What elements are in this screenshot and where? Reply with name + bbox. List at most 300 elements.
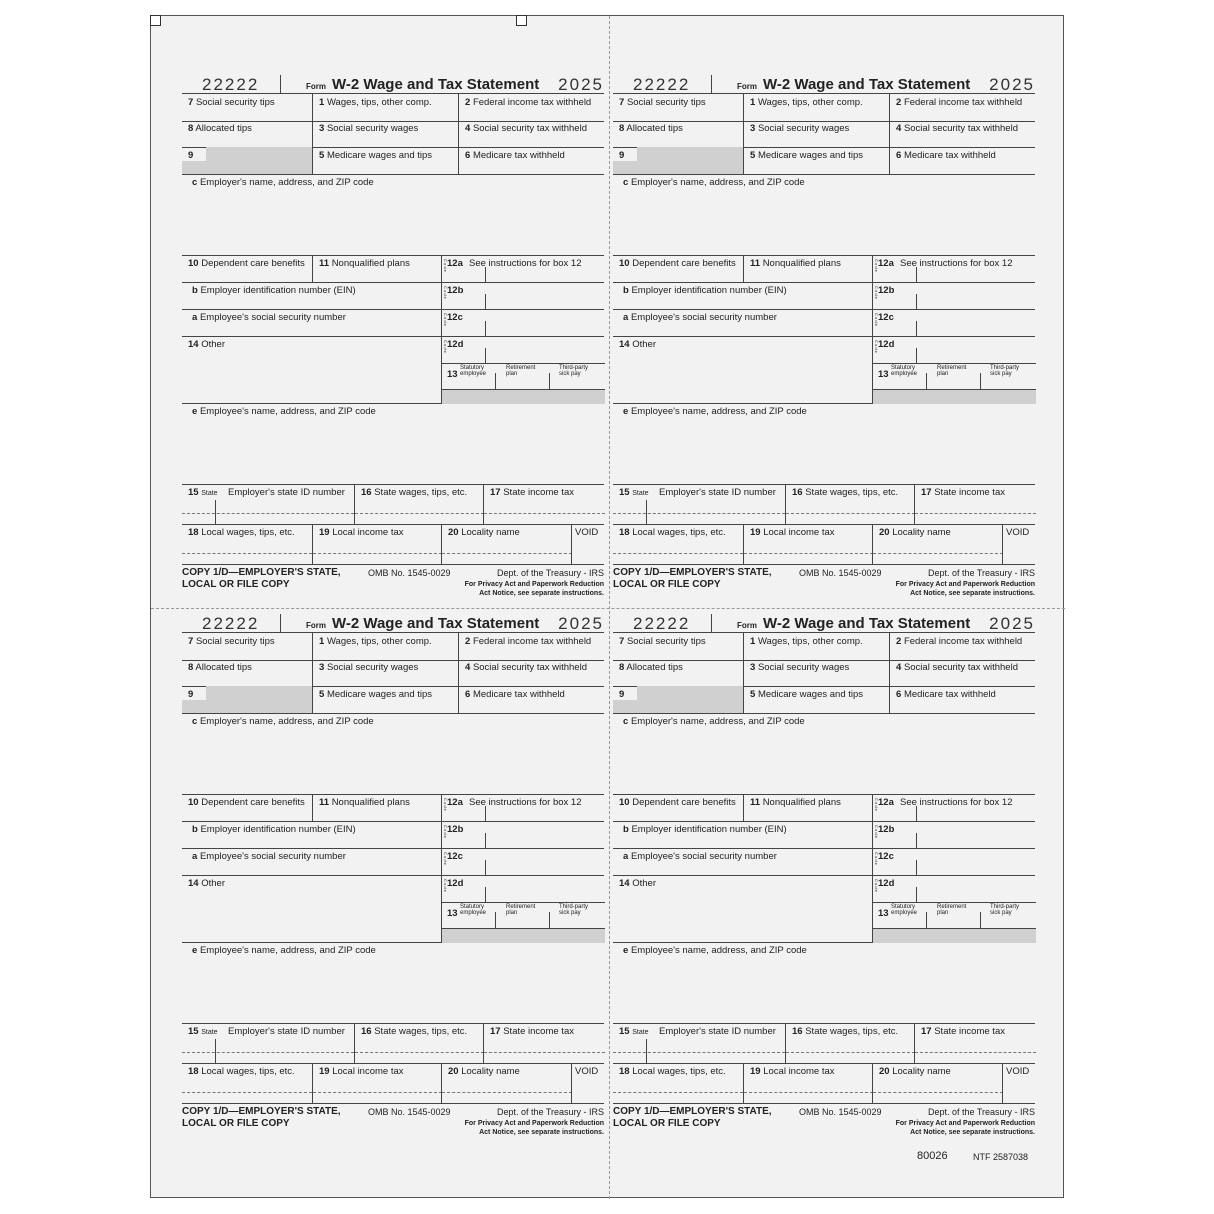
row-14-12d-13: [613, 875, 1035, 943]
box-15[interactable]: 15 State Employer's state ID number: [613, 484, 785, 524]
third-party-sick-pay-label: Third-party sick pay: [990, 904, 1020, 916]
box-12a[interactable]: 12a C o d e See instructions for box 12: [441, 794, 604, 821]
box-19[interactable]: 19 Local income tax: [312, 524, 441, 564]
code-label: C o d e: [443, 259, 448, 272]
code-divider: [485, 887, 486, 902]
box-5[interactable]: 5 Medicare wages and tips: [312, 147, 458, 174]
dash-line: [313, 553, 442, 554]
dash-line: [484, 1052, 605, 1053]
box-20[interactable]: 20 Locality name: [441, 524, 571, 564]
statutory-employee-label: Statutory employee: [891, 365, 918, 377]
box-13-divider: [549, 373, 550, 389]
box-15[interactable]: 15 State Employer's state ID number: [182, 484, 354, 524]
box-b[interactable]: b Employer identification number (EIN): [623, 285, 787, 296]
code-label: C o d e: [874, 798, 879, 811]
box-11[interactable]: 11 Nonqualified plans: [743, 794, 872, 821]
box-b[interactable]: b Employer identification number (EIN): [623, 824, 787, 835]
w2-form-2: [613, 75, 1035, 615]
box-14[interactable]: 14 Other: [188, 878, 225, 889]
form-title: W-2 Wage and Tax Statement: [332, 615, 540, 632]
box-13-divider: [980, 912, 981, 928]
dash-line: [613, 513, 785, 514]
dash-line: [313, 1092, 442, 1093]
dash-line: [873, 1092, 1003, 1093]
dash-line: [442, 553, 572, 554]
box-3[interactable]: 3 Social security wages: [312, 120, 458, 147]
box-c[interactable]: c Employer's name, address, and ZIP code: [613, 713, 1035, 795]
form-word: Form: [737, 82, 757, 91]
dash-line: [182, 513, 354, 514]
code-divider: [485, 267, 486, 282]
row-a-12c: [182, 848, 604, 876]
box-12c[interactable]: 12c C o d e: [872, 848, 1035, 875]
void-label: VOID: [575, 1066, 599, 1077]
row-15-16-17: [182, 1023, 604, 1064]
box-b[interactable]: b Employer identification number (EIN): [192, 285, 356, 296]
dash-line: [744, 1092, 873, 1093]
code-divider: [485, 294, 486, 309]
box-16[interactable]: 16 State wages, tips, etc.: [354, 1023, 483, 1063]
code-divider: [916, 294, 917, 309]
box-17[interactable]: 17 State income tax: [914, 1023, 1035, 1063]
box-18[interactable]: 18 Local wages, tips, etc.: [613, 524, 743, 564]
row-9-5-6: [182, 147, 604, 175]
row-8-3-4: [182, 659, 604, 687]
w2-form-1: [182, 75, 604, 615]
void-label: VOID: [1006, 527, 1030, 538]
box-12a-instructions: See instructions for box 12: [900, 797, 1013, 808]
dash-line: [915, 1052, 1036, 1053]
box-6[interactable]: 6 Medicare tax withheld: [889, 147, 1035, 174]
registration-mark-left: [150, 15, 161, 26]
form-code: 22222: [202, 614, 260, 633]
form-footer: [182, 567, 604, 607]
row-7-1-2: [613, 93, 1035, 122]
box-7[interactable]: 7 Social security tips: [619, 97, 706, 108]
statutory-checkbox[interactable]: [442, 912, 443, 928]
code-label: C o d e: [443, 879, 448, 892]
box-13-divider: [495, 373, 496, 389]
header-divider: [711, 614, 712, 632]
box-2[interactable]: 2 Federal income tax withheld: [889, 94, 1035, 121]
box-14[interactable]: 14 Other: [619, 339, 656, 350]
box-6[interactable]: 6 Medicare tax withheld: [458, 147, 604, 174]
row-10-11-12a: [613, 255, 1035, 283]
w2-form-4: [613, 614, 1035, 1154]
dash-line: [355, 513, 484, 514]
box-18[interactable]: 18 Local wages, tips, etc.: [182, 524, 312, 564]
row-8-3-4: [613, 659, 1035, 687]
box-5[interactable]: 5 Medicare wages and tips: [312, 686, 458, 713]
privacy-notice: For Privacy Act and Paperwork Reduction Act Notice, see separate instructions.: [464, 1120, 604, 1136]
dash-line: [613, 553, 743, 554]
box-12b[interactable]: 12b C o d e: [441, 821, 604, 848]
statutory-employee-label: Statutory employee: [460, 904, 487, 916]
row-18-19-20: [182, 524, 604, 565]
row-15-16-17: [613, 1023, 1035, 1064]
row-18-19-20: [613, 1063, 1035, 1104]
row-b-12b: [613, 282, 1035, 310]
code-divider: [916, 887, 917, 902]
box-12a[interactable]: 12a C o d e See instructions for box 12: [441, 255, 604, 282]
row-7-1-2: [182, 93, 604, 122]
box-10[interactable]: 10 Dependent care benefits: [188, 797, 305, 808]
dash-line: [744, 553, 873, 554]
row-8-3-4: [182, 120, 604, 148]
box-e[interactable]: e Employee's name, address, and ZIP code: [182, 942, 604, 1024]
row-14-12d-13: [613, 336, 1035, 404]
box-15[interactable]: 15 State Employer's state ID number: [613, 1023, 785, 1063]
dash-line: [613, 1092, 743, 1093]
row-9-5-6: [613, 686, 1035, 714]
box-9-shaded: [613, 161, 743, 174]
box-12d[interactable]: 12d C o d e: [442, 336, 605, 364]
box-7[interactable]: 7 Social security tips: [188, 636, 275, 647]
void-label: VOID: [575, 527, 599, 538]
box-12d-13: [872, 875, 1035, 942]
box-5[interactable]: 5 Medicare wages and tips: [743, 147, 889, 174]
row-10-11-12a: [613, 794, 1035, 822]
box-18[interactable]: 18 Local wages, tips, etc.: [613, 1063, 743, 1103]
void-box[interactable]: [571, 524, 604, 564]
box-9-shaded: [613, 700, 743, 713]
code-label: C o d e: [443, 852, 448, 865]
dept-treasury: Dept. of the Treasury - IRS: [927, 1107, 1035, 1117]
dash-line: [182, 1052, 354, 1053]
box-13: 13 Statutory employee Retirement plan Third-party sick pay: [873, 363, 1036, 389]
retirement-plan-label: Retirement plan: [506, 904, 536, 916]
box-a[interactable]: a Employee's social security number: [192, 851, 346, 862]
row-10-11-12a: [182, 794, 604, 822]
box-6[interactable]: 6 Medicare tax withheld: [458, 686, 604, 713]
box-14[interactable]: 14 Other: [188, 339, 225, 350]
box-17[interactable]: 17 State income tax: [483, 1023, 604, 1063]
box-12c[interactable]: 12c C o d e: [872, 309, 1035, 336]
box-9-shaded-top: [206, 686, 312, 700]
omb-number: OMB No. 1545-0029: [799, 568, 882, 578]
box-3[interactable]: 3 Social security wages: [312, 659, 458, 686]
code-label: C o d e: [874, 852, 879, 865]
form-year: 2025: [558, 75, 604, 94]
header-divider: [711, 75, 712, 93]
box-19[interactable]: 19 Local income tax: [312, 1063, 441, 1103]
privacy-notice: For Privacy Act and Paperwork Reduction Act Notice, see separate instructions.: [464, 581, 604, 597]
box-2[interactable]: 2 Federal income tax withheld: [889, 633, 1035, 660]
row-a-12c: [613, 309, 1035, 337]
box-4[interactable]: 4 Social security tax withheld: [889, 659, 1035, 686]
row-14-12d-13: [182, 336, 604, 404]
form-year: 2025: [558, 614, 604, 633]
box-9: 9: [613, 686, 743, 713]
box-12c[interactable]: 12c C o d e: [441, 309, 604, 336]
box-16[interactable]: 16 State wages, tips, etc.: [785, 484, 914, 524]
box-12d-13: [872, 336, 1035, 403]
form-word: Form: [737, 621, 757, 630]
form-code: 22222: [633, 614, 691, 633]
box-13-shaded: [873, 389, 1036, 404]
dept-treasury: Dept. of the Treasury - IRS: [927, 568, 1035, 578]
omb-number: OMB No. 1545-0029: [368, 1107, 451, 1117]
box-5[interactable]: 5 Medicare wages and tips: [743, 686, 889, 713]
omb-number: OMB No. 1545-0029: [799, 1107, 882, 1117]
ntf-number: NTF 2587038: [973, 1152, 1029, 1162]
box-11[interactable]: 11 Nonqualified plans: [312, 794, 441, 821]
box-4[interactable]: 4 Social security tax withheld: [458, 120, 604, 147]
dash-line: [873, 553, 1003, 554]
box-13-divider: [980, 373, 981, 389]
dash-line: [786, 1052, 915, 1053]
void-box[interactable]: [1002, 524, 1035, 564]
code-divider: [485, 806, 486, 821]
dash-line: [613, 1052, 785, 1053]
copy-designation: COPY 1/D—EMPLOYER'S STATE, LOCAL OR FILE COPY: [613, 1106, 772, 1129]
registration-mark-right: [516, 15, 527, 26]
box-12a-instructions: See instructions for box 12: [469, 258, 582, 269]
code-divider: [485, 833, 486, 848]
copy-designation: COPY 1/D—EMPLOYER'S STATE, LOCAL OR FILE COPY: [182, 1106, 341, 1129]
row-a-12c: [613, 848, 1035, 876]
statutory-checkbox[interactable]: [442, 373, 443, 389]
statutory-checkbox[interactable]: [873, 373, 874, 389]
box-12a[interactable]: 12a C o d e See instructions for box 12: [872, 255, 1035, 282]
code-divider: [916, 321, 917, 336]
state-divider: [215, 1039, 216, 1063]
box-13: 13 Statutory employee Retirement plan Third-party sick pay: [873, 902, 1036, 928]
box-2[interactable]: 2 Federal income tax withheld: [458, 633, 604, 660]
box-15-label: Employer's state ID number: [659, 1026, 776, 1037]
box-19[interactable]: 19 Local income tax: [743, 524, 872, 564]
box-12d[interactable]: 12d C o d e: [442, 875, 605, 903]
code-divider: [916, 348, 917, 363]
code-divider: [916, 267, 917, 282]
box-17[interactable]: 17 State income tax: [914, 484, 1035, 524]
box-8[interactable]: 8 Allocated tips: [619, 123, 683, 134]
privacy-notice: For Privacy Act and Paperwork Reduction Act Notice, see separate instructions.: [895, 581, 1035, 597]
dash-line: [442, 1092, 572, 1093]
box-12a-instructions: See instructions for box 12: [900, 258, 1013, 269]
box-4[interactable]: 4 Social security tax withheld: [458, 659, 604, 686]
box-9-shaded: [182, 700, 312, 713]
form-code: 22222: [202, 75, 260, 94]
code-label: C o d e: [443, 313, 448, 326]
row-18-19-20: [613, 524, 1035, 565]
box-12d[interactable]: 12d C o d e: [873, 875, 1036, 903]
dash-line: [355, 1052, 484, 1053]
row-b-12b: [182, 282, 604, 310]
code-divider: [916, 806, 917, 821]
box-13-divider: [549, 912, 550, 928]
form-year: 2025: [989, 614, 1035, 633]
row-a-12c: [182, 309, 604, 337]
box-7[interactable]: 7 Social security tips: [188, 97, 275, 108]
form-footer: [613, 1106, 1035, 1146]
state-divider: [215, 500, 216, 524]
box-13: 13 Statutory employee Retirement plan Third-party sick pay: [442, 363, 605, 389]
form-title: W-2 Wage and Tax Statement: [763, 76, 971, 93]
code-label: C o d e: [443, 798, 448, 811]
box-15-label: Employer's state ID number: [228, 1026, 345, 1037]
code-label: C o d e: [874, 313, 879, 326]
code-divider: [916, 833, 917, 848]
box-4[interactable]: 4 Social security tax withheld: [889, 120, 1035, 147]
code-label: C o d e: [443, 825, 448, 838]
box-9: 9: [182, 147, 312, 174]
box-15-label: Employer's state ID number: [659, 487, 776, 498]
box-13-divider: [926, 912, 927, 928]
code-divider: [485, 860, 486, 875]
box-10[interactable]: 10 Dependent care benefits: [619, 797, 736, 808]
box-20[interactable]: 20 Locality name: [872, 1063, 1002, 1103]
box-16[interactable]: 16 State wages, tips, etc.: [785, 1023, 914, 1063]
dash-line: [484, 513, 605, 514]
box-12a-instructions: See instructions for box 12: [469, 797, 582, 808]
box-8[interactable]: 8 Allocated tips: [619, 662, 683, 673]
statutory-checkbox[interactable]: [873, 912, 874, 928]
form-number: 80026: [917, 1150, 948, 1162]
box-2[interactable]: 2 Federal income tax withheld: [458, 94, 604, 121]
box-c[interactable]: c Employer's name, address, and ZIP code: [182, 174, 604, 256]
box-c[interactable]: c Employer's name, address, and ZIP code: [613, 174, 1035, 256]
state-divider: [646, 1039, 647, 1063]
row-14-12d-13: [182, 875, 604, 943]
form-title: W-2 Wage and Tax Statement: [763, 615, 971, 632]
privacy-notice: For Privacy Act and Paperwork Reduction Act Notice, see separate instructions.: [895, 1120, 1035, 1136]
box-12a[interactable]: 12a C o d e See instructions for box 12: [872, 794, 1035, 821]
code-divider: [485, 321, 486, 336]
code-divider: [916, 860, 917, 875]
box-12b[interactable]: 12b C o d e: [872, 282, 1035, 309]
row-18-19-20: [182, 1063, 604, 1104]
code-label: C o d e: [874, 879, 879, 892]
box-20[interactable]: 20 Locality name: [441, 1063, 571, 1103]
box-9-shaded-top: [637, 147, 743, 161]
retirement-plan-label: Retirement plan: [506, 365, 536, 377]
form-code: 22222: [633, 75, 691, 94]
box-12b[interactable]: 12b C o d e: [441, 282, 604, 309]
dash-line: [182, 1092, 312, 1093]
third-party-sick-pay-label: Third-party sick pay: [559, 365, 589, 377]
box-1[interactable]: 1 Wages, tips, other comp.: [312, 633, 458, 660]
row-8-3-4: [613, 120, 1035, 148]
box-20[interactable]: 20 Locality name: [872, 524, 1002, 564]
code-label: C o d e: [443, 286, 448, 299]
box-9-shaded: [182, 161, 312, 174]
statutory-employee-label: Statutory employee: [460, 365, 487, 377]
box-16[interactable]: 16 State wages, tips, etc.: [354, 484, 483, 524]
box-c[interactable]: c Employer's name, address, and ZIP code: [182, 713, 604, 795]
row-10-11-12a: [182, 255, 604, 283]
code-label: C o d e: [874, 340, 879, 353]
code-divider: [485, 348, 486, 363]
box-7[interactable]: 7 Social security tips: [619, 636, 706, 647]
row-15-16-17: [613, 484, 1035, 525]
code-label: C o d e: [874, 825, 879, 838]
box-18[interactable]: 18 Local wages, tips, etc.: [182, 1063, 312, 1103]
copy-designation: COPY 1/D—EMPLOYER'S STATE, LOCAL OR FILE COPY: [182, 567, 341, 590]
box-b[interactable]: b Employer identification number (EIN): [192, 824, 356, 835]
box-9: 9: [182, 686, 312, 713]
retirement-plan-label: Retirement plan: [937, 904, 967, 916]
box-1[interactable]: 1 Wages, tips, other comp.: [312, 94, 458, 121]
row-9-5-6: [613, 147, 1035, 175]
box-1[interactable]: 1 Wages, tips, other comp.: [743, 633, 889, 660]
box-a[interactable]: a Employee's social security number: [623, 851, 777, 862]
row-b-12b: [182, 821, 604, 849]
retirement-plan-label: Retirement plan: [937, 365, 967, 377]
box-13-divider: [495, 912, 496, 928]
row-7-1-2: [613, 632, 1035, 661]
box-11[interactable]: 11 Nonqualified plans: [312, 255, 441, 282]
third-party-sick-pay-label: Third-party sick pay: [990, 365, 1020, 377]
box-9-shaded-top: [206, 147, 312, 161]
box-12d[interactable]: 12d C o d e: [873, 336, 1036, 364]
box-e[interactable]: e Employee's name, address, and ZIP code: [613, 403, 1035, 485]
form-footer: [182, 1106, 604, 1146]
box-14[interactable]: 14 Other: [619, 878, 656, 889]
box-15[interactable]: 15 State Employer's state ID number: [182, 1023, 354, 1063]
form-title: W-2 Wage and Tax Statement: [332, 76, 540, 93]
state-divider: [646, 500, 647, 524]
dept-treasury: Dept. of the Treasury - IRS: [496, 568, 604, 578]
dept-treasury: Dept. of the Treasury - IRS: [496, 1107, 604, 1117]
box-8[interactable]: 8 Allocated tips: [188, 123, 252, 134]
box-a[interactable]: a Employee's social security number: [192, 312, 346, 323]
void-box[interactable]: [571, 1063, 604, 1103]
box-1[interactable]: 1 Wages, tips, other comp.: [743, 94, 889, 121]
box-9: 9: [613, 147, 743, 174]
third-party-sick-pay-label: Third-party sick pay: [559, 904, 589, 916]
box-17[interactable]: 17 State income tax: [483, 484, 604, 524]
box-3[interactable]: 3 Social security wages: [743, 120, 889, 147]
statutory-employee-label: Statutory employee: [891, 904, 918, 916]
box-6[interactable]: 6 Medicare tax withheld: [889, 686, 1035, 713]
row-9-5-6: [182, 686, 604, 714]
box-12c[interactable]: 12c C o d e: [441, 848, 604, 875]
row-b-12b: [613, 821, 1035, 849]
box-12b[interactable]: 12b C o d e: [872, 821, 1035, 848]
form-footer: [613, 567, 1035, 607]
dash-line: [786, 513, 915, 514]
box-3[interactable]: 3 Social security wages: [743, 659, 889, 686]
form-word: Form: [306, 82, 326, 91]
w2-form-3: [182, 614, 604, 1154]
box-13-shaded: [442, 928, 605, 943]
w2-sheet: [150, 15, 1064, 1198]
box-e[interactable]: e Employee's name, address, and ZIP code: [182, 403, 604, 485]
form-word: Form: [306, 621, 326, 630]
box-13-shaded: [442, 389, 605, 404]
row-7-1-2: [182, 632, 604, 661]
box-11[interactable]: 11 Nonqualified plans: [743, 255, 872, 282]
box-15-label: Employer's state ID number: [228, 487, 345, 498]
header-divider: [280, 614, 281, 632]
header-divider: [280, 75, 281, 93]
box-10[interactable]: 10 Dependent care benefits: [619, 258, 736, 269]
form-year: 2025: [989, 75, 1035, 94]
box-12d-13: [441, 336, 604, 403]
box-a[interactable]: a Employee's social security number: [623, 312, 777, 323]
dash-line: [915, 513, 1036, 514]
code-label: C o d e: [874, 286, 879, 299]
row-15-16-17: [182, 484, 604, 525]
void-box[interactable]: [1002, 1063, 1035, 1103]
box-8[interactable]: 8 Allocated tips: [188, 662, 252, 673]
box-e[interactable]: e Employee's name, address, and ZIP code: [613, 942, 1035, 1024]
dash-line: [182, 553, 312, 554]
box-19[interactable]: 19 Local income tax: [743, 1063, 872, 1103]
box-10[interactable]: 10 Dependent care benefits: [188, 258, 305, 269]
copy-designation: COPY 1/D—EMPLOYER'S STATE, LOCAL OR FILE COPY: [613, 567, 772, 590]
